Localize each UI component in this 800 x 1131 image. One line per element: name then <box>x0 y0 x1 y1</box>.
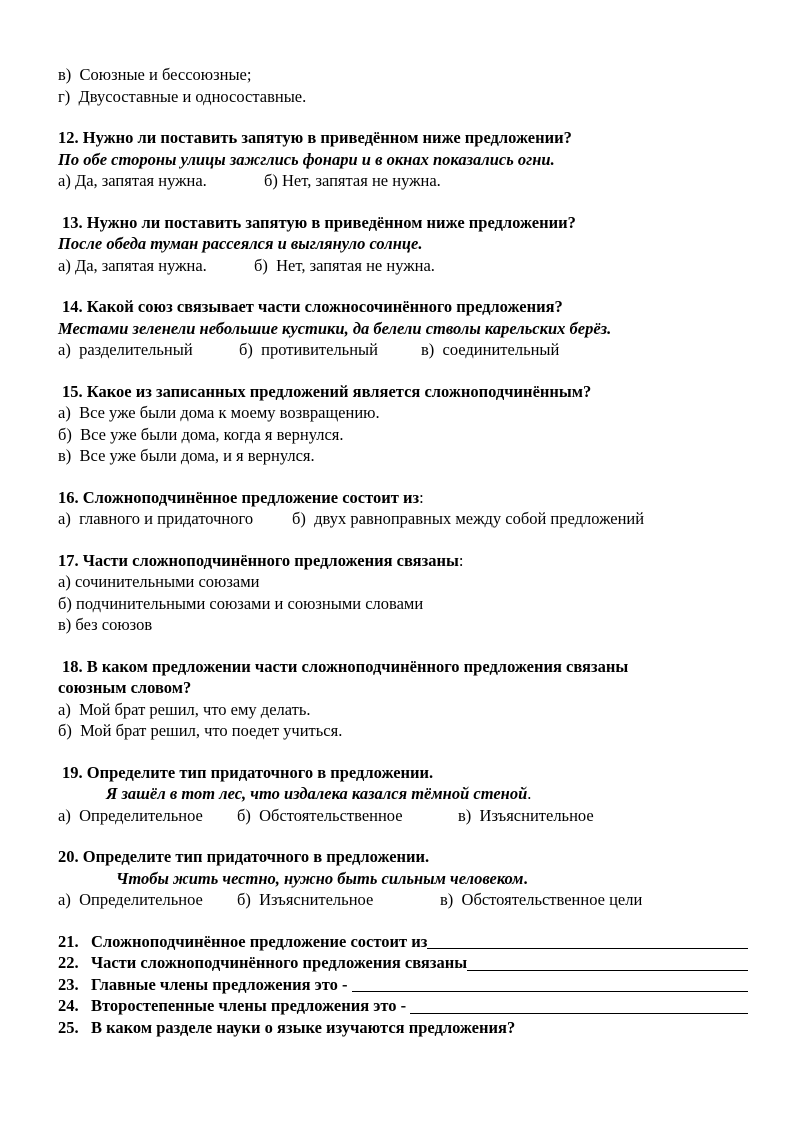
question-24-text: Второстепенные члены предложения это - <box>91 996 411 1015</box>
question-16: 16. Сложноподчинённое предложение состоит из <box>58 487 420 507</box>
question-17: 17. Части сложноподчинённого предложения связаны <box>58 550 459 570</box>
option-12-b: б) Нет, запятая не нужна. <box>264 171 441 190</box>
question-14: 14. Какой союз связывает части сложносочинённого предложения? <box>62 297 563 316</box>
option-20-a: а) Определительное <box>58 890 203 909</box>
options-20 <box>58 889 748 911</box>
options-12 <box>58 170 748 192</box>
question-21-number: 21. <box>58 931 79 951</box>
question-22-text: Части сложноподчинённого предложения связаны <box>91 953 468 972</box>
option-16-b: б) двух равноправных между собой предложений <box>292 509 645 528</box>
question-21 <box>58 931 748 953</box>
answer-blank-22[interactable] <box>467 970 748 971</box>
option-13-b: б) Нет, запятая не нужна. <box>254 255 435 275</box>
sentence-20: Чтобы жить честно, нужно быть сильным человеком <box>116 868 524 888</box>
question-16-colon: : <box>419 487 424 507</box>
question-16-line <box>58 487 748 509</box>
option-17-b: б) подчинительными союзами и союзными словами <box>58 593 424 613</box>
question-25-number: 25. <box>58 1017 79 1037</box>
question-13: 13. Нужно ли поставить запятую в приведённом ниже предложении? <box>62 212 576 232</box>
question-18-line2: союзным словом? <box>58 678 192 697</box>
question-20: 20. Определите тип придаточного в предложении. <box>58 847 430 866</box>
question-18-line1: 18. В каком предложении части сложноподчинённого предложения связаны <box>62 656 629 676</box>
question-23-text: Главные члены предложения это - <box>91 974 352 994</box>
option-20-b: б) Изъяснительное <box>237 890 374 909</box>
question-22 <box>58 952 748 974</box>
option-19-v: в) Изъяснительное <box>458 805 594 825</box>
option-17-a: а) сочинительными союзами <box>58 572 260 591</box>
sentence-19-end: . <box>527 784 532 803</box>
option-13-a: а) Да, запятая нужна. <box>58 255 207 275</box>
option-14-b: б) противительный <box>239 340 378 359</box>
option-20-v: в) Обстоятельственное цели <box>440 890 643 909</box>
question-25 <box>58 1017 748 1039</box>
answer-blank-21[interactable] <box>427 948 748 949</box>
options-16 <box>58 508 748 530</box>
question-25-text: В каком разделе науки о языке изучаются предложения? <box>91 1017 516 1037</box>
option-15-a: а) Все уже были дома к моему возвращению. <box>58 403 380 422</box>
worksheet-page <box>58 64 748 1038</box>
question-24-number: 24. <box>58 996 79 1015</box>
option-14-v: в) соединительный <box>421 340 560 359</box>
sentence-13: После обеда туман рассеялся и выглянуло солнце. <box>58 234 423 253</box>
question-17-colon: : <box>458 550 464 570</box>
question-24 <box>58 995 748 1017</box>
sentence-19-line <box>58 783 748 805</box>
sentence-19: Я зашёл в тот лес, что издалека казался тёмной стеной <box>106 784 528 803</box>
question-15: 15. Какое из записанных предложений является сложноподчинённым? <box>62 381 592 401</box>
option-18-b: б) Мой брат решил, что поедет учиться. <box>58 721 343 740</box>
question-23 <box>58 974 748 996</box>
question-19: 19. Определите тип придаточного в предложении. <box>62 762 434 782</box>
option-17-v: в) без союзов <box>58 615 153 634</box>
sentence-14: Местами зеленели небольшие кустики, да белели стволы карельских берёз. <box>58 318 612 338</box>
option-14-a: а) разделительный <box>58 340 193 359</box>
sentence-20-end: . <box>523 868 528 888</box>
options-13 <box>58 255 748 277</box>
question-12: 12. Нужно ли поставить запятую в приведённом ниже предложении? <box>58 128 572 147</box>
options-14 <box>58 339 748 361</box>
option-15-b: б) Все уже были дома, когда я вернулся. <box>58 424 344 444</box>
sentence-20-line <box>58 868 748 890</box>
option-18-a: а) Мой брат решил, что ему делать. <box>58 699 311 719</box>
option-g: г) Двусоставные и односоставные. <box>58 86 307 106</box>
question-17-line <box>58 550 748 572</box>
answer-blank-23[interactable] <box>352 991 748 992</box>
answer-blank-24[interactable] <box>410 1013 748 1014</box>
option-v: в) Союзные и бессоюзные; <box>58 65 252 84</box>
question-23-number: 23. <box>58 974 79 994</box>
option-19-b: б) Обстоятельственное <box>237 805 403 825</box>
option-19-a: а) Определительное <box>58 805 203 825</box>
option-15-v: в) Все уже были дома, и я вернулся. <box>58 446 315 465</box>
question-22-number: 22. <box>58 953 79 972</box>
options-19 <box>58 805 748 827</box>
option-16-a: а) главного и придаточного <box>58 509 254 528</box>
question-21-text: Сложноподчинённое предложение состоит из <box>91 931 428 951</box>
sentence-12: По обе стороны улицы зажглись фонари и в окнах показались огни. <box>58 149 555 169</box>
option-12-a: а) Да, запятая нужна. <box>58 171 207 190</box>
